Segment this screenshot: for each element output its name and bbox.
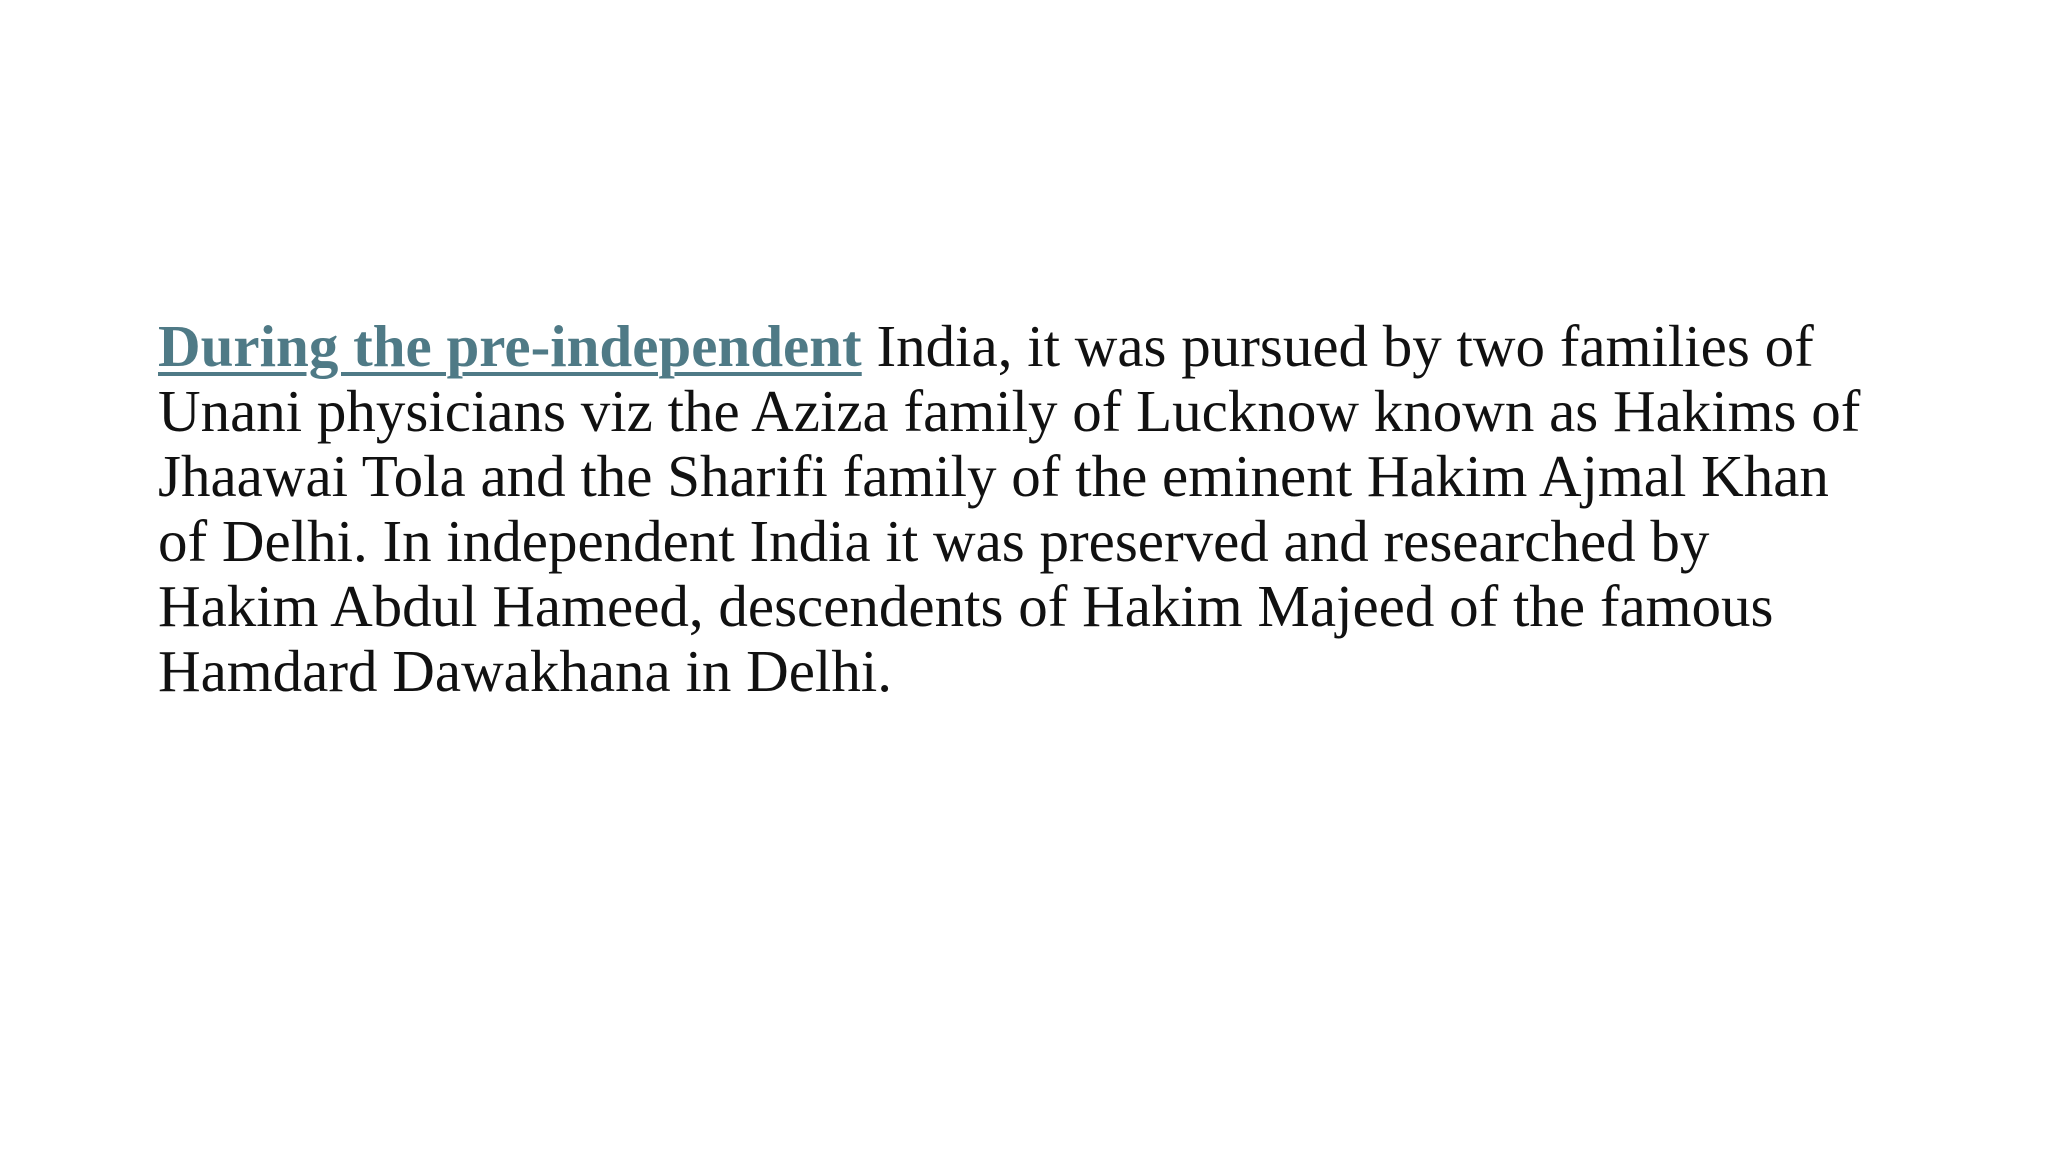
paragraph-line-1 [158, 314, 1918, 379]
paragraph-line-6: Hamdard Dawakhana in Delhi. [158, 638, 892, 704]
paragraph-line-2: Unani physicians viz the Aziza family of Lucknow known as Hakims of [158, 378, 1861, 444]
paragraph [158, 314, 1918, 704]
line-1-text: India, it was pursued by two families of [861, 313, 1814, 379]
paragraph-line-4: of Delhi. In independent India it was preserved and researched by [158, 508, 1710, 574]
link-pre-independent[interactable]: During the pre-independent [158, 313, 862, 379]
paragraph-line-3: Jhaawai Tola and the Sharifi family of the eminent Hakim Ajmal Khan [158, 443, 1829, 509]
paragraph-line-5: Hakim Abdul Hameed, descendents of Hakim Majeed of the famous [158, 573, 1774, 639]
